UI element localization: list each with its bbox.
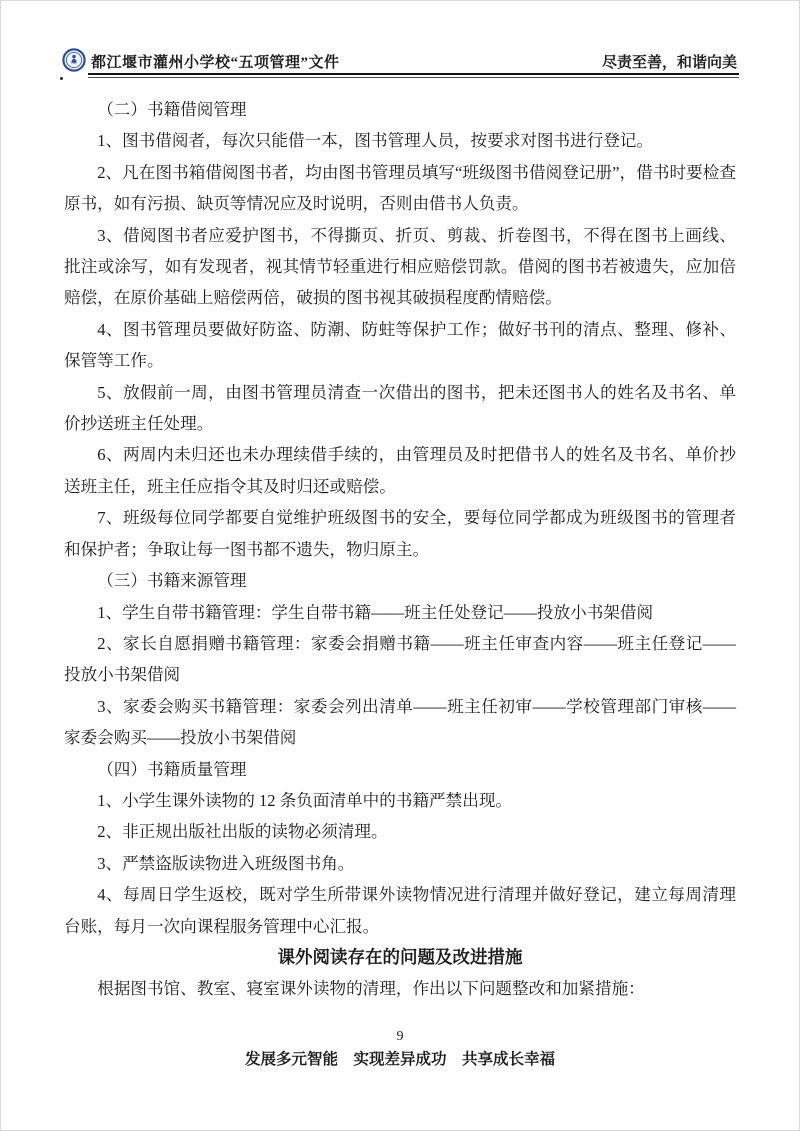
school-emblem-icon [62,48,86,72]
paragraph: 1、学生自带书籍管理：学生自带书籍——班主任处登记——投放小书架借阅 [97,602,654,622]
paragraph: 3、家委会购买书籍管理：家委会列出清单——班主任初审——学校管理部门审核——家委会购买——投放小书架借阅 [64,696,736,748]
paragraph: 1、图书借阅者，每次只能借一本，图书管理人员，按要求对图书进行登记。 [97,131,654,151]
paragraph: 4、图书管理员要做好防盗、防潮、防蛀等保护工作；做好书刊的清点、整理、修补、保管等工作。 [64,319,736,371]
paragraph: 4、每周日学生返校，既对学生所带课外读物情况进行清理并做好登记，建立每周清理台账，每月一次向课程服务管理中心汇报。 [64,885,736,936]
paragraph: 根据图书馆、教室、寝室课外读物的清理，作出以下问题整改和加紧措施： [97,979,645,999]
page-number: 9 [396,1029,404,1044]
paragraph: 2、凡在图书箱借阅图书者，均由图书管理员填写“班级图书借阅登记册”，借书时要检查原书，如有污损、缺页等情况应及时说明，否则由借书人负责。 [64,162,736,214]
paragraph: 1、小学生课外读物的 12 条负面清单中的书籍严禁出现。 [97,790,513,810]
paragraph: （四）书籍质量管理 [97,759,247,779]
footer-slogan: 发展多元智能 实现差异成功 共享成长幸福 [244,1051,555,1068]
document-body [64,94,736,1005]
header-document-title: 都江堰市灌州小学校“五项管理”文件 [91,55,340,71]
paragraph: 3、借阅图书者应爱护图书，不得撕页、折页、剪裁、折卷图书，不得在图书上画线、批注或涂写，如有发现者，视其情节轻重进行相应赔偿罚款。借阅的图书若被遗失，应加倍赔偿，在原价基础上赔偿两倍，破损的图书视其破损程度酌情赔偿。 [64,225,736,308]
paragraph: （二）书籍借阅管理 [97,100,247,119]
paragraph: 5、放假前一周，由图书管理员清查一次借出的图书，把未还图书人的姓名及书名、单价抄送班主任处理。 [64,382,736,434]
paragraph: 7、班级每位同学都要自觉维护班级图书的安全，要每位同学都成为班级图书的管理者和保护者；争取让每一图书都不遗失，物归原主。 [64,508,736,559]
paragraph: 2、家长自愿捐赠书籍管理：家委会捐赠书籍——班主任审查内容——班主任登记——投放小书架借阅 [64,633,736,685]
scan-artifact-dot [60,77,63,80]
header-motto: 尽责至善，和谐向美 [601,55,737,71]
paragraph: 2、非正规出版社出版的读物必须清理。 [97,822,388,842]
header-rule-thin [88,77,739,78]
section-title: 课外阅读存在的问题及改进措施 [277,946,523,967]
paragraph: 3、严禁盗版读物进入班级图书角。 [97,853,355,873]
header-rule-thick [88,73,739,75]
paragraph: 6、两周内未归还也未办理续借手续的，由管理员及时把借书人的姓名及书名、单价抄送班主任，班主任应指令其及时归还或赔偿。 [64,445,736,496]
paragraph: （三）书籍来源管理 [97,571,247,591]
